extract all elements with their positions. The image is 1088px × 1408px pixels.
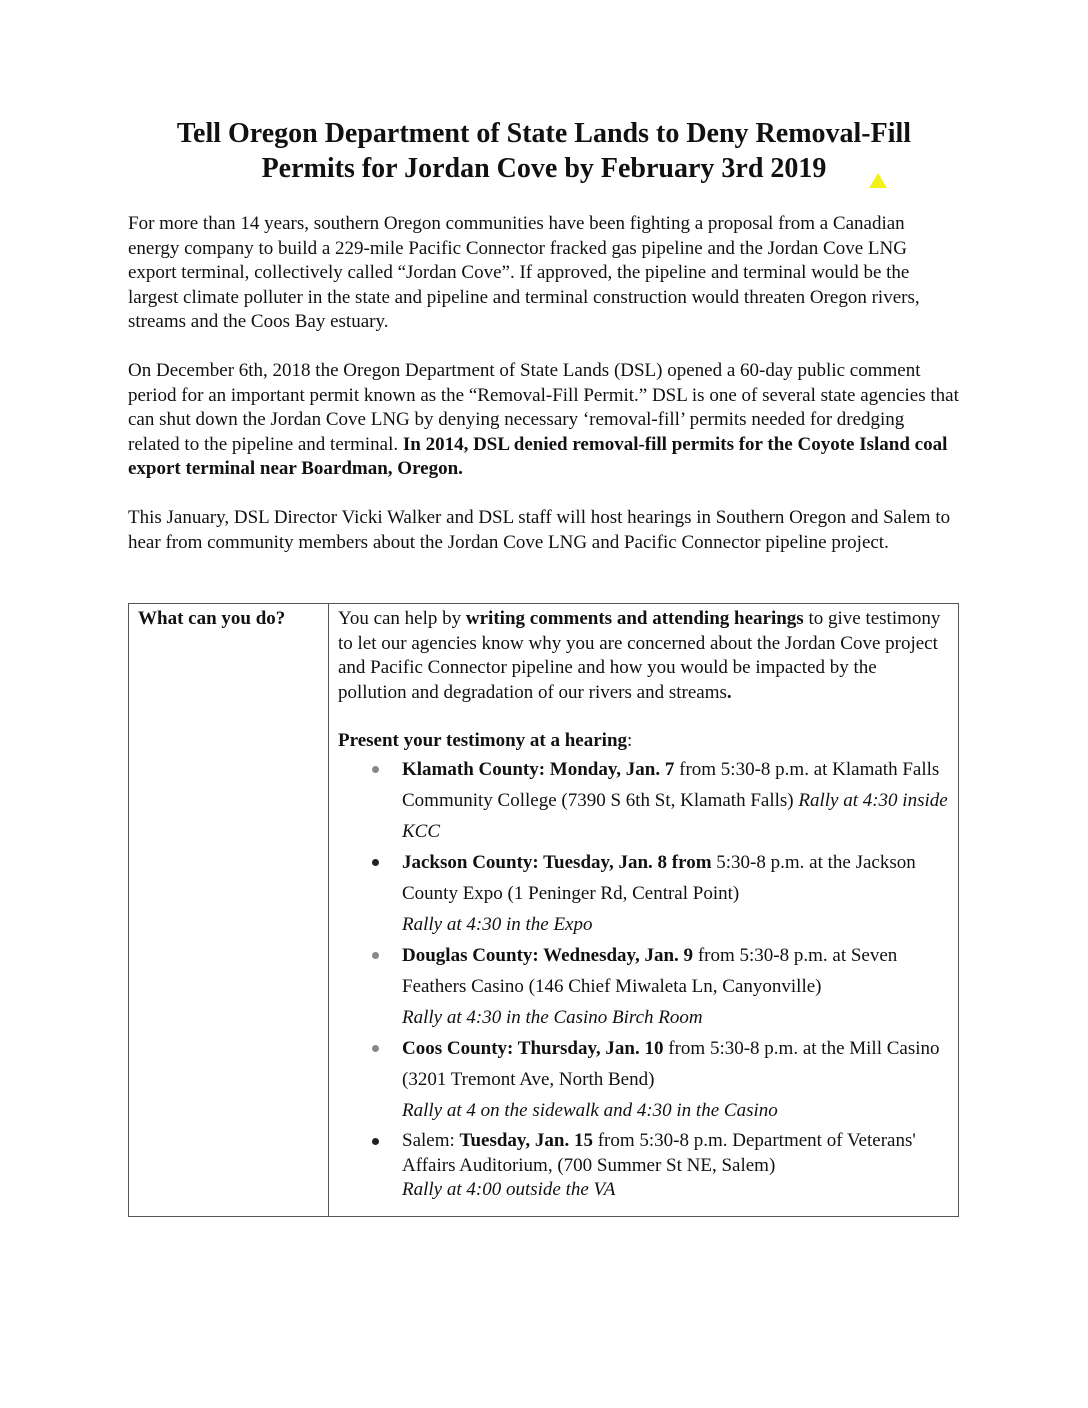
intro-paragraph: For more than 14 years, southern Oregon communities have been fighting a proposal from a Canadian energy company to build a 229-mile Pacific Connector fracked gas pipeline and the Jordan Cove LNG export terminal, collectively called “Jordan Cove”. If approved, the pipeline and terminal would be the largest climate polluter in the state and pipeline and terminal construction would threaten Oregon rivers, streams and the Coos Bay estuary.: [128, 213, 920, 333]
hearing-date: Jackson County: Tuesday, Jan. 8 from: [402, 851, 712, 873]
table-divider: [328, 604, 329, 1216]
dsl-paragraph-bold: In 2014, DSL denied removal-fill permits for the Coyote Island coal export terminal near Boardman, Oregon.: [128, 433, 948, 480]
hearing-rally: Rally at 4 on the sidewalk and 4:30 in the Casino: [402, 1099, 778, 1121]
hearing-details: from 5:30-8 p.m. at Seven Feathers Casino (146 Chief Miwaleta Ln, Canyonville): [402, 944, 898, 997]
table-left-heading: What can you do?: [138, 608, 286, 629]
list-item: [338, 940, 948, 1033]
hearing-lead: Salem:: [402, 1129, 460, 1151]
list-item: [338, 847, 948, 940]
bullet-icon: [372, 1045, 379, 1052]
hearing-heading-colon: :: [627, 730, 633, 752]
hearing-date: Klamath County: Monday, Jan. 7: [402, 758, 675, 780]
list-item: [338, 1126, 948, 1203]
bullet-icon: [372, 952, 379, 959]
hearing-details: from 5:30-8 p.m. at Klamath Falls Community College (7390 S 6th St, Klamath Falls): [402, 758, 940, 811]
help-intro: [338, 607, 948, 705]
help-intro-pre: You can help by: [338, 608, 466, 629]
hearing-heading: [338, 729, 948, 754]
hearings-paragraph: This January, DSL Director Vicki Walker and DSL staff will host hearings in Southern Oregon and Salem to hear from community members about the Jordan Cove LNG and Pacific Connector pipeline project.: [128, 507, 951, 553]
hearing-date: Coos County: Thursday, Jan. 10: [402, 1037, 664, 1059]
hearing-details: from 5:30-8 p.m. Department of Veterans' Affairs Auditorium, (700 Summer St NE, Salem): [402, 1129, 916, 1176]
hearing-details: 5:30-8 p.m. at the Jackson County Expo (1 Peninger Rd, Central Point): [402, 851, 916, 904]
table-right-column: [338, 607, 948, 1203]
list-item: [338, 1033, 948, 1126]
dsl-paragraph-text: On December 6th, 2018 the Oregon Department of State Lands (DSL) opened a 60-day public comment period for an important permit known as the “Removal-Fill Permit.” DSL is one of several state agencies that can shut down the Jordan Cove LNG by denying necessary ‘removal-fill’ permits needed for dredging related to the pipeline and terminal.: [128, 360, 959, 455]
hearing-heading-text: Present your testimony at a hearing: [338, 730, 628, 752]
hearing-rally: Rally at 4:30 in the Casino Birch Room: [402, 1006, 703, 1028]
hearing-details: from 5:30-8 p.m. at the Mill Casino (3201 Tremont Ave, North Bend): [402, 1037, 940, 1090]
help-intro-end: .: [726, 681, 732, 703]
hearing-rally: Rally at 4:30 inside KCC: [402, 789, 948, 842]
dsl-paragraph: [128, 359, 960, 482]
document-title: Tell Oregon Department of State Lands to Deny Removal-Fill Permits for Jordan Cove by February 3rd 2019: [176, 118, 912, 184]
highlight-marker-icon: [869, 173, 887, 188]
hearing-rally: Rally at 4:30 in the Expo: [402, 913, 593, 935]
action-table: [128, 603, 959, 1217]
list-item: [338, 754, 948, 847]
help-intro-bold: writing comments and attending hearings: [465, 608, 804, 629]
hearing-list: [338, 754, 948, 1203]
help-intro-post: to give testimony to let our agencies know why you are concerned about the Jordan Cove project and Pacific Connector pipeline and how you would be impacted by the pollution and degradation of our rivers and streams: [338, 608, 941, 703]
bullet-icon: [372, 766, 379, 773]
bullet-icon: [372, 859, 379, 866]
hearing-rally: Rally at 4:00 outside the VA: [402, 1179, 616, 1201]
bullet-icon: [372, 1138, 379, 1145]
hearing-date: Tuesday, Jan. 15: [459, 1129, 593, 1151]
hearing-date: Douglas County: Wednesday, Jan. 9: [402, 944, 694, 966]
